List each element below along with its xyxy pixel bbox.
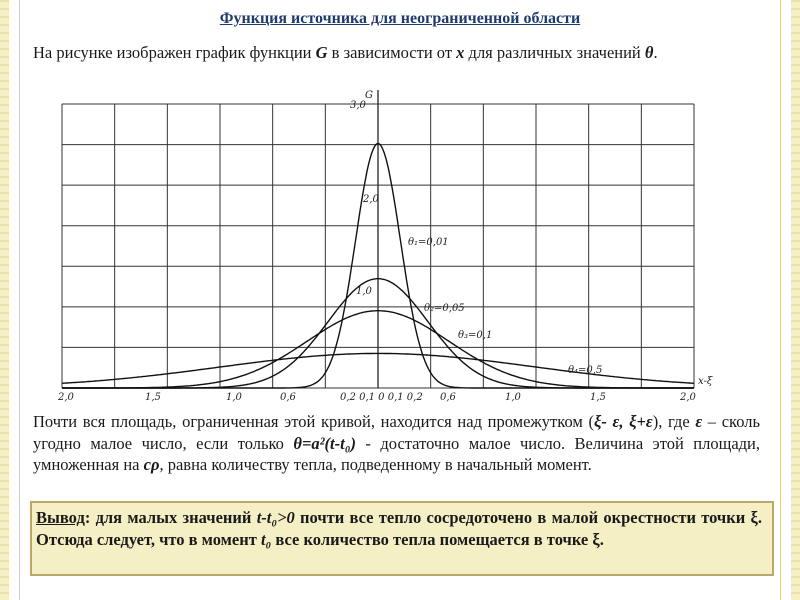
curve-label-theta2: θ₂=0,05 bbox=[424, 303, 465, 314]
source-function-graph bbox=[58, 88, 718, 410]
y-tick-2: 2,0 bbox=[363, 194, 379, 205]
slide-title: Функция источника для неограниченной области bbox=[219, 10, 581, 27]
x-tick-left-06: 0,6 bbox=[280, 392, 296, 403]
x-tick-right-06: 0,6 bbox=[440, 392, 456, 403]
conclusion-lead: Вывод bbox=[36, 508, 85, 527]
area-explanation-paragraph: Почти вся площадь, ограниченная этой кривой, находится над промежутком (ξ- ε, ξ+ε), где ε – сколь угодно малое число, если только θ=a²(t-t₀) - достаточно малое число. Величина этой площади, умноженная на cρ, равна количеству тепла, подведенному в начальный момент. bbox=[33, 412, 760, 474]
y-axis-label: G bbox=[365, 90, 373, 101]
y-tick-3: 3,0 bbox=[350, 100, 366, 111]
x-ticks-center: 0,2 0,1 0 0,1 0,2 bbox=[340, 392, 423, 403]
curve-label-theta4: θ₄=0,5 bbox=[568, 365, 603, 376]
conclusion-box: Вывод: для малых значений t-t₀>0 почти все тепло сосредоточено в малой окрестности точки ξ. Отсюда следует, что в момент t₀ все количество тепла помещается в точке ξ. bbox=[30, 501, 774, 576]
right-frame-line bbox=[780, 0, 781, 600]
graph-grid bbox=[62, 90, 694, 388]
right-frame-border bbox=[791, 0, 800, 600]
x-tick-right-2: 2,0 bbox=[680, 392, 696, 403]
x-tick-left-2: 2,0 bbox=[58, 392, 74, 403]
x-tick-right-15: 1,5 bbox=[590, 392, 606, 403]
intro-paragraph: На рисунке изображен график функции G в зависимости от x для различных значений θ. bbox=[33, 43, 658, 62]
y-tick-1: 1,0 bbox=[356, 286, 372, 297]
x-axis-label: x-ξ bbox=[698, 376, 713, 387]
curve-label-theta1: θ₁=0,01 bbox=[408, 237, 449, 248]
x-tick-right-1: 1,0 bbox=[505, 392, 521, 403]
left-frame-line bbox=[19, 0, 20, 600]
x-tick-left-15: 1,5 bbox=[145, 392, 161, 403]
curve-label-theta3: θ₃=0,1 bbox=[458, 330, 493, 341]
x-tick-left-1: 1,0 bbox=[226, 392, 242, 403]
left-frame-border bbox=[0, 0, 9, 600]
